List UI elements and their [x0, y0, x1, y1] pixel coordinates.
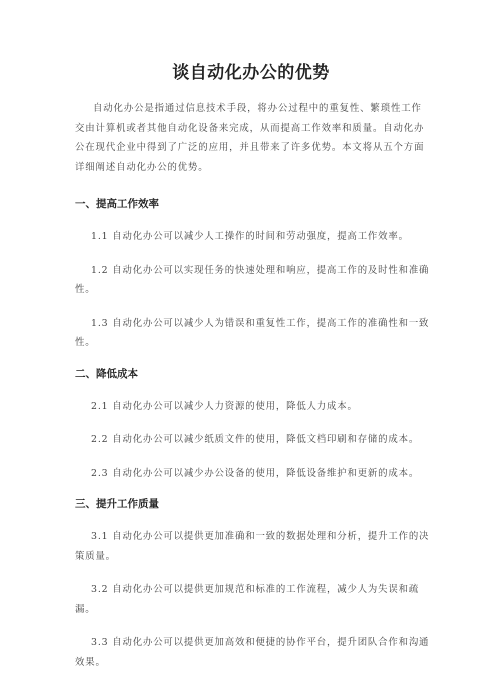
section-item: 2.2 自动化办公可以减少纸质文件的使用，降低文档印刷和存储的成本。	[91, 434, 420, 445]
document-body	[75, 99, 430, 686]
section-item: 2.3 自动化办公可以减少办公设备的使用，降低设备维护和更新的成本。	[91, 467, 420, 479]
section-quality	[75, 497, 430, 672]
section-item: 1.3 自动化办公可以减少人为错误和重复性工作，提高工作的准确性和一致性。	[75, 317, 430, 348]
document-title: 谈自动化办公的优势	[172, 63, 330, 83]
section-item: 2.1 自动化办公可以减少人力资源的使用，降低人力成本。	[91, 400, 358, 412]
section-heading: 一、提高工作效率	[75, 198, 159, 210]
intro-paragraph: 自动化办公是指通过信息技术手段，将办公过程中的重复性、繁琐性工作交由计算机或者其他自动化设备来完成，从而提高工作效率和质量。自动化办公在现代企业中得到了广泛的应用，并且带来了许多优势。本文将从五个方面详细阐述自动化办公的优势。	[75, 103, 425, 173]
section-heading: 二、降低成本	[75, 367, 138, 380]
section-heading: 三、提升工作质量	[75, 498, 159, 510]
section-cost	[75, 367, 430, 484]
section-efficiency	[75, 197, 430, 353]
section-item: 3.1 自动化办公可以提供更加准确和一致的数据处理和分析，提升工作的决策质量。	[75, 531, 430, 562]
section-item: 1.2 自动化办公可以实现任务的快速处理和响应，提高工作的及时性和准确性。	[75, 264, 430, 295]
section-item: 1.1 自动化办公可以减少人工操作的时间和劳动强度，提高工作效率。	[91, 231, 409, 242]
section-item: 3.2 自动化办公可以提供更加规范和标准的工作流程，减少人为失误和疏漏。	[75, 584, 420, 615]
section-item: 3.3 自动化办公可以提供更加高效和便捷的协作平台，提升团队合作和沟通效果。	[75, 637, 430, 668]
